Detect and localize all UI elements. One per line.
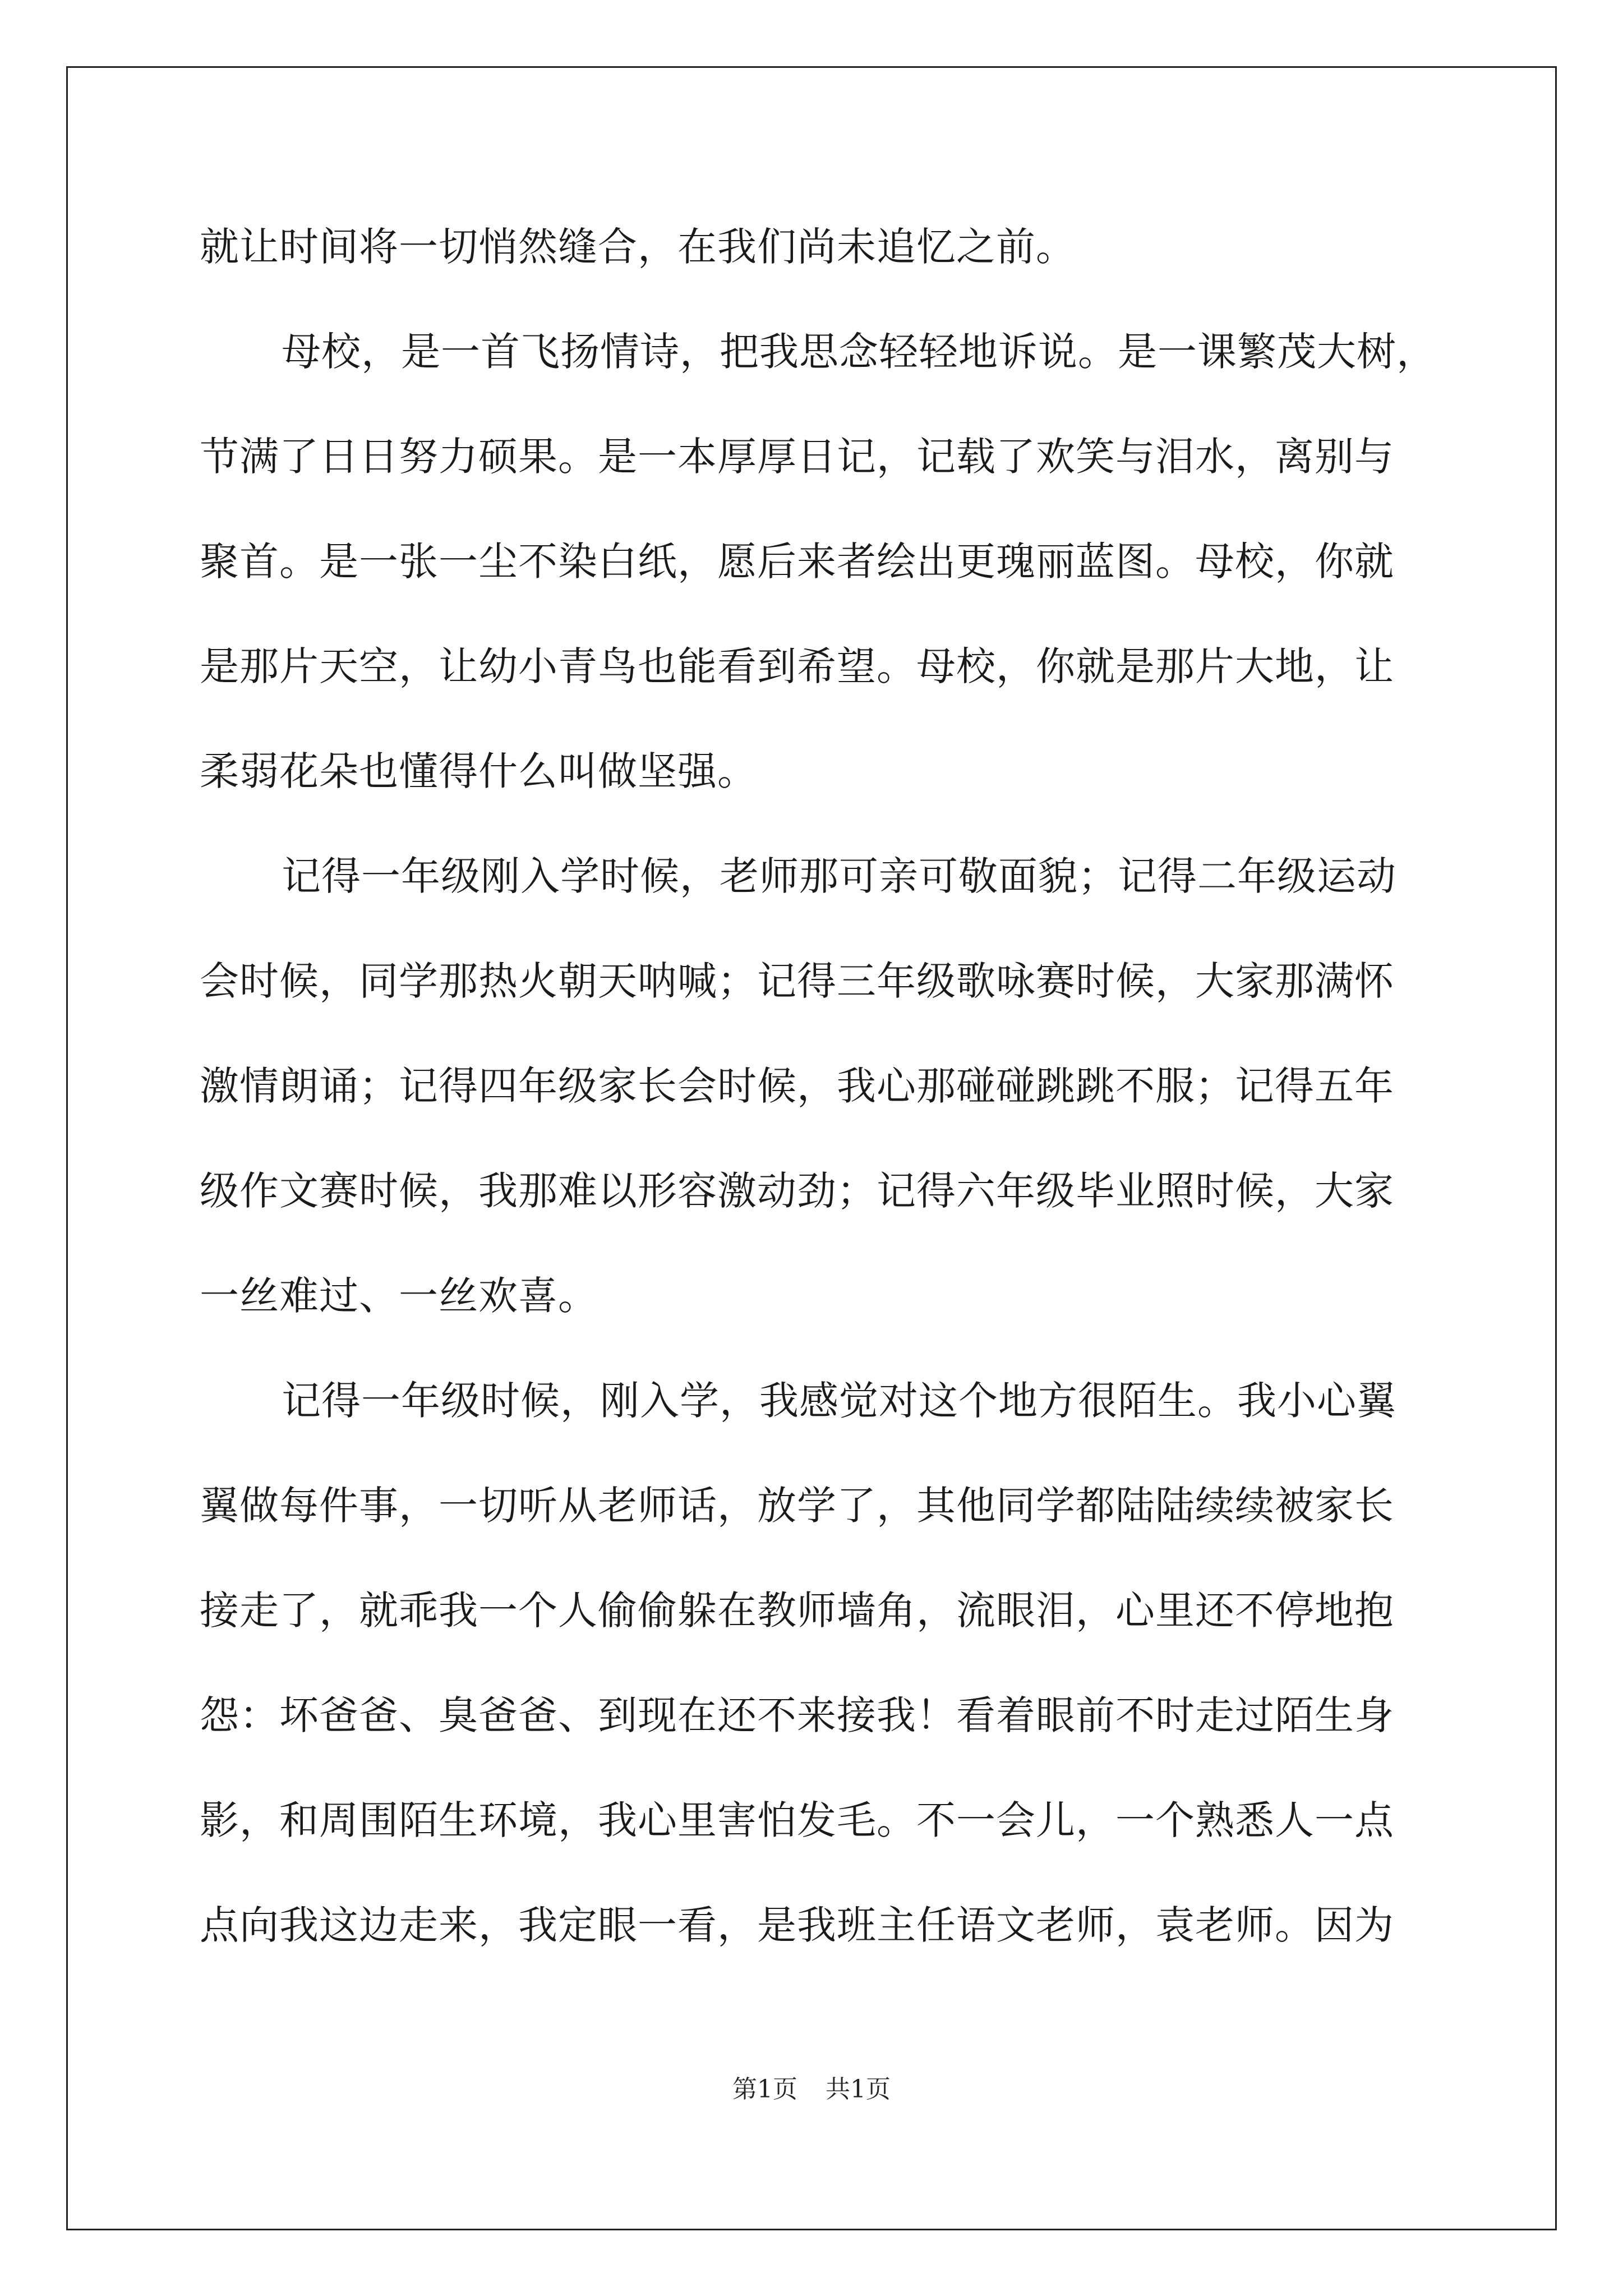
page-footer <box>0 2073 1623 2106</box>
page-total: 共1页 <box>826 2075 891 2104</box>
text-line: 级作文赛时候，我那难以形容激动劲；记得六年级毕业照时候，大家 <box>200 1168 1394 1214</box>
text-line: 记得一年级刚入学时候，老师那可亲可敬面貌；记得二年级运动 <box>282 853 1396 899</box>
page-number: 第1页 <box>732 2075 797 2104</box>
text-line: 会时候，同学那热火朝天呐喊；记得三年级歌咏赛时候，大家那满怀 <box>200 958 1394 1004</box>
text-line: 记得一年级时候，刚入学，我感觉对这个地方很陌生。我小心翼 <box>282 1378 1396 1424</box>
text-line: 节满了日日努力硕果。是一本厚厚日记，记载了欢笑与泪水，离别与 <box>200 434 1394 480</box>
text-line: 激情朗诵；记得四年级家长会时候，我心那碰碰跳跳不服；记得五年 <box>200 1063 1394 1109</box>
text-line: 一丝难过、一丝欢喜。 <box>200 1273 598 1319</box>
text-line: 怨：坏爸爸、臭爸爸、到现在还不来接我！看着眼前不时走过陌生身 <box>200 1692 1394 1738</box>
document-body <box>200 222 1436 2005</box>
text-line: 是那片天空，让幼小青鸟也能看到希望。母校，你就是那片大地，让 <box>200 643 1394 689</box>
text-line: 接走了，就乖我一个人偷偷躲在教师墙角，流眼泪，心里还不停地抱 <box>200 1588 1394 1634</box>
text-line: 就让时间将一切悄然缝合，在我们尚未追忆之前。 <box>200 224 1076 270</box>
text-line: 点向我这边走来，我定眼一看，是我班主任语文老师，袁老师。因为 <box>200 1902 1394 1948</box>
text-line: 影，和周围陌生环境，我心里害怕发毛。不一会儿，一个熟悉人一点 <box>200 1797 1394 1843</box>
text-line: 柔弱花朵也懂得什么叫做坚强。 <box>200 748 757 794</box>
text-line: 翼做每件事，一切听从老师话，放学了，其他同学都陆陆续续被家长 <box>200 1483 1394 1529</box>
text-line: 聚首。是一张一尘不染白纸，愿后来者绘出更瑰丽蓝图。母校，你就 <box>200 539 1394 585</box>
text-line: 母校，是一首飞扬情诗，把我思念轻轻地诉说。是一课繁茂大树， <box>282 329 1436 375</box>
